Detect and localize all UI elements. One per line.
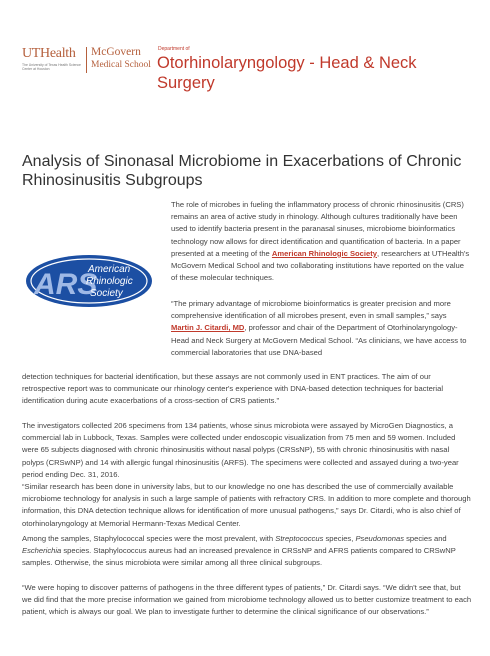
dept-title[interactable]: Otorhinolaryngology - Head & Neck Surgery — [157, 54, 417, 92]
dept-label: Department of — [158, 46, 190, 52]
paragraph-1 — [171, 199, 471, 284]
ars-logo — [24, 253, 154, 309]
paragraph-3: The investigators collected 206 specimens from 134 patients, whose sinus microbiota were assayed by MicroGen Diagnostics, a commercial lab in Lubbock, Texas. Samples were collected under endoscopic visualization from 75 men and 59 women. Included were 65 subjects diagnosed with chronic rhinosinusitis without nasal polyps (CRSsNP), 55 with chronic rhinosinusitis with nasal polyps (CRSwNP) and 14 with allergic fungal rhinosinusitis (ARFS). The specimens were collected and assayed during a two-year period ending Dec. 31, 2016. — [22, 421, 459, 479]
paragraph-4: “Similar research has been done in university labs, but to our knowledge no one has described the use of commercially available microbiome technology for analysis in such a large sample of patients with refractory CRS. In addition to more complete and thorough information, this DNA detection technique allows for identification of more unusual pathogens,” says Dr. Citardi, who is also chief of otorhinolaryngology at Memorial Hermann-Texas Medical Center. — [22, 482, 471, 528]
article-title: Analysis of Sinonasal Microbiome in Exacerbations of Chronic Rhinosinusitis Subgroups — [22, 153, 462, 189]
p5-text-b: species, — [323, 534, 356, 543]
ars-logo-line3: Society — [90, 288, 123, 299]
logo-uthealth-sub: The University of Texas Health Science Center at Houston — [22, 63, 81, 71]
p5-italic-3: Escherichia — [22, 546, 62, 556]
paragraph-2-continued: detection techniques for bacterial identification, but these assays are not commonly used in ENT practices. The aim of our retrospective report was to communicate our rhinology center's experience with DNA-based detection techniques for bacterial identification during acute exacerbations of a cross-section of CRS patients.” — [22, 372, 444, 406]
p5-italic-2: Pseudomonas — [355, 534, 405, 543]
logo-mcgovern-line2: Medical School — [91, 60, 151, 70]
p2-text-b: , professor and chair of the Department of Otorhinolaryngology-Head and Neck Surgery at McGovern Medical School. “As clinicians, we have access to commercial laboratories that use DNA-based — [171, 323, 467, 357]
p2-text-a: “The primary advantage of microbiome bioinformatics is greater precision and more comprehensive identification of all microbes present, even in small samples,” says — [171, 299, 451, 321]
ars-logo-line1: American — [88, 264, 131, 275]
p5-text-a: Among the samples, Staphylococcal species were the most prevalent, with — [22, 534, 276, 543]
logo-divider — [86, 47, 87, 73]
paragraph-2 — [171, 298, 471, 359]
ars-logo-letters: ARS — [34, 268, 98, 301]
p1-text-a: The role of microbes in fueling the inflammatory process of chronic rhinosinusitis (CRS) remains an area of active study in rhinology. Although cultures traditionally have been used to identify bacteria present in the paranasal sinuses, microbiome bioinformatics technology now allows for direct identification and quantification of bacteria. In a paper presented at a meeting of the — [171, 200, 464, 258]
uthealth-mcgovern-logo[interactable] — [22, 46, 152, 76]
paragraph-5 — [22, 533, 472, 570]
p5-italic-1: Streptococcus — [275, 534, 324, 543]
p5-text-c: species and — [404, 534, 447, 543]
logo-mcgovern-line1: McGovern — [91, 46, 141, 58]
paragraph-6: “We were hoping to discover patterns of pathogens in the three different types of patients,” Dr. Citardi says. “We didn't see that, but we did find that the more precise information we gained from microbiome technology allowed us to better customize treatment to each patient, which is always our goal. We plan to investigate further to determine the clinical significance of our observations.” — [22, 583, 472, 617]
p1-text-b: , researchers at UTHealth's McGovern Medical School and two collaborating institutions have reported on the value of these molecular techniques. — [171, 248, 470, 283]
citardi-link[interactable]: Martin J. Citardi, MD — [171, 323, 245, 333]
ars-link[interactable]: American Rhinologic Society — [271, 248, 377, 258]
p5-text-d: species. Staphylococcus aureus had an increased prevalence in CRSsNP and AFRS patients compared to CRSwNP samples. Otherwise, the sinus microbiota were similar among all three clinical subgroups. — [22, 546, 456, 568]
ars-logo-line2: Rhinologic — [86, 276, 133, 287]
logo-uthealth: UTHealth — [22, 46, 76, 61]
